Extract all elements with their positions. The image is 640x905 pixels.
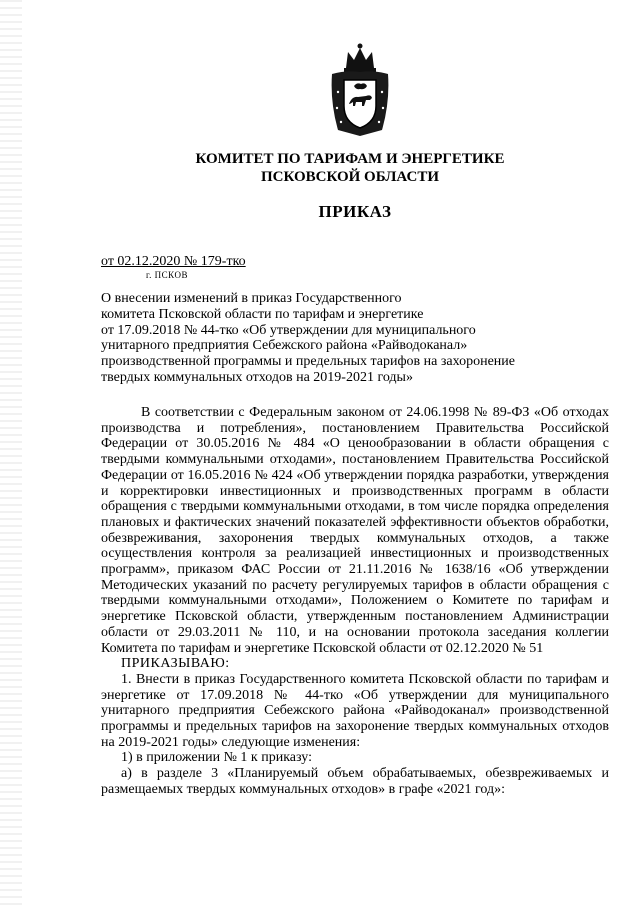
order-item-1-subitem-a: а) в разделе 3 «Планируемый объем обрабатываемых, обезвреживаемых и размещаемых твердых коммунальных отходов» в графе «2021 год»: [101,766,609,797]
preamble-paragraph: В соответствии с Федеральным законом от 24.06.1998 № 89-ФЗ «Об отходах производства и потребления», постановлением Правительства Российской Федерации от 30.05.2016 № 484 «О ценообразовании в области обращения с твердыми коммунальными отходами», постановлением Правительства Российской Федерации от 16.05.2016 № 424 «Об утверждении порядка разработки, утверждения и корректировки инвестиционных и производственных программ в области обращения с твердыми коммунальными отходами, в том числе порядка определения плановых и фактических значений показателей эффективности объектов обработки, обезвреживания, захоронения твердых коммунальных отходов, а также осуществления контроля за реализацией инвестиционных и производственных программ», приказом ФАС России от 21.11.2016 № 1638/16 «Об утверждении Методических указаний по расчету регулируемых тарифов в области обращения с твердыми коммунальными отходами», Положением о Комитете по тарифам и энергетике Псковской области, утвержденным постановлением Администрации области от 29.03.2011 № 110, и на основании протокола заседания коллегии Комитета по тарифам и энергетике Псковской области от 02.12.2020 № 51 [101,405,609,656]
order-body [101,405,609,798]
document-type-title: ПРИКАЗ [318,202,392,221]
subject-line: твердых коммунальных отходов на 2019-2021 годы» [101,369,413,385]
subject-line: О внесении изменений в приказ Государственного [101,291,402,306]
order-item-1: 1. Внести в приказ Государственного комитета Псковской области по тарифам и энергетике от 17.09.2018 № 44-тко «Об утверждении для муниципального унитарного предприятия Себежского района «Райводоканал» производственной программы и предельных тарифов на захоронение твердых коммунальных отходов на 2019-2021 годы» следующие изменения: [101,671,609,750]
pskov-coat-of-arms-emblem [328,42,392,138]
organization-name-line2: ПСКОВСКОЙ ОБЛАСТИ [260,169,440,185]
subject-line: от 17.09.2018 № 44-тко «Об утверждении для муниципального [101,322,476,338]
subject-line: унитарного предприятия Себежского района «Райводоканал» [101,338,468,354]
order-item-1-subitem-1: 1) в приложении № 1 к приказу: [121,750,312,766]
city-name: г. ПСКОВ [146,270,188,280]
date-and-number: от 02.12.2020 № 179-тко [101,254,246,269]
order-subject [101,291,601,386]
subject-line: производственной программы и предельных тарифов на захоронение [101,354,515,370]
subject-line: комитета Псковской области по тарифам и энергетике [101,306,424,322]
organization-name-line1: КОМИТЕТ ПО ТАРИФАМ И ЭНЕРГЕТИКЕ [195,151,505,167]
scan-edge-artifact [0,0,22,905]
orders-word: ПРИКАЗЫВАЮ: [121,656,230,672]
